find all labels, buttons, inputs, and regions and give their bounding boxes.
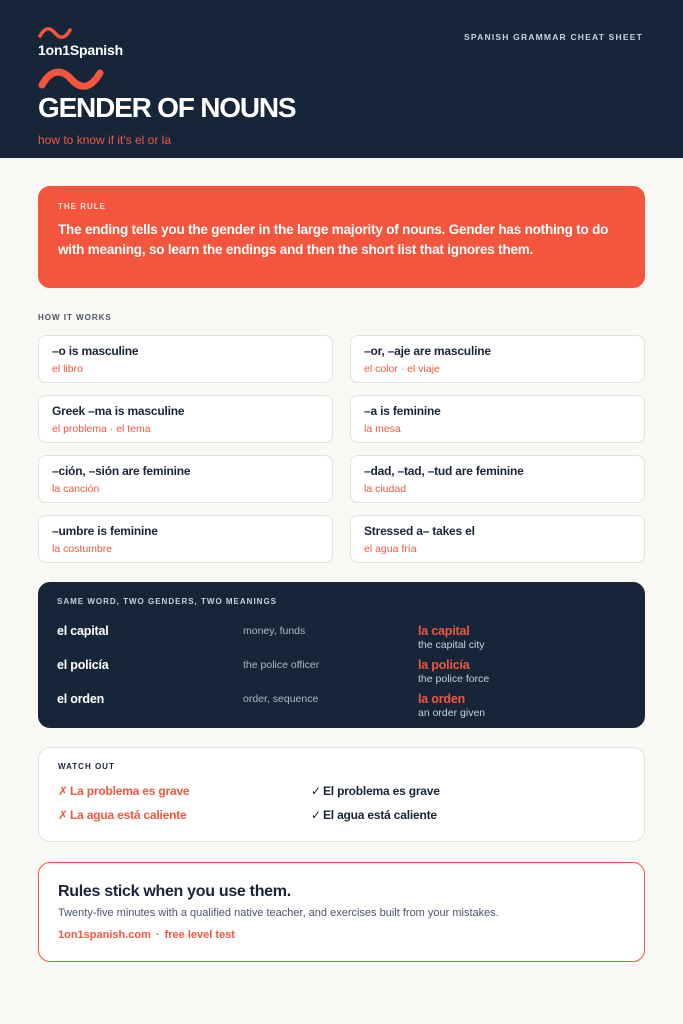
feminine-meaning: the capital city bbox=[418, 639, 485, 651]
cta-text: Twenty-five minutes with a qualified native teacher, and exercises built from your mistakes. bbox=[58, 907, 499, 919]
sheet-label: SPANISH GRAMMAR CHEAT SHEET bbox=[464, 32, 643, 42]
page-title: GENDER OF NOUNS bbox=[38, 92, 296, 123]
masculine-meaning: the police officer bbox=[243, 659, 320, 671]
rule-item-example: el agua fría bbox=[364, 543, 417, 555]
page-subtitle: how to know if it's el or la bbox=[38, 133, 172, 147]
rule-item-title: –o is masculine bbox=[52, 344, 139, 358]
masculine-word: el capital bbox=[57, 624, 109, 638]
right-example-text: El agua está caliente bbox=[323, 808, 437, 822]
how-it-works-grid bbox=[38, 335, 645, 563]
rule-text: The ending tells you the gender in the large majority of nouns. Gender has nothing to do with meaning, so learn the endings and then the short list that ignores them. bbox=[58, 222, 609, 257]
rule-item-example: el problema · el tema bbox=[52, 423, 151, 435]
rule-item-title: Stressed a– takes el bbox=[364, 524, 475, 538]
feminine-meaning: an order given bbox=[418, 707, 486, 719]
check-icon: ✓ bbox=[311, 784, 321, 798]
rule-item bbox=[350, 515, 645, 563]
rule-item-title: –umbre is feminine bbox=[52, 524, 158, 538]
wrong-example-text: La agua está caliente bbox=[70, 808, 187, 822]
right-example bbox=[311, 784, 440, 798]
header bbox=[0, 0, 683, 158]
title-wave-icon bbox=[38, 66, 104, 92]
site-link[interactable]: 1on1spanish.com bbox=[58, 929, 151, 941]
rule-label: THE RULE bbox=[58, 202, 106, 211]
rule-item-example: la mesa bbox=[364, 423, 401, 435]
masculine-word: el orden bbox=[57, 692, 105, 706]
rule-item bbox=[38, 395, 333, 443]
right-example-text: El problema es grave bbox=[323, 784, 440, 798]
feminine-meaning: the police force bbox=[418, 673, 490, 685]
rule-item-example: el color · el viaje bbox=[364, 363, 440, 375]
masculine-word: el policía bbox=[57, 658, 109, 672]
watch-out-label: WATCH OUT bbox=[58, 762, 115, 771]
rule-item-title: –or, –aje are masculine bbox=[364, 344, 491, 358]
brand-name: 1on1Spanish bbox=[38, 42, 123, 58]
level-test-link[interactable]: free level test bbox=[164, 929, 235, 941]
rule-item-title: –ción, –sión are feminine bbox=[52, 464, 191, 478]
feminine-word: la capital bbox=[418, 624, 470, 638]
rule-item bbox=[38, 335, 333, 383]
cta-title: Rules stick when you use them. bbox=[58, 883, 291, 900]
rule-item-title: –a is feminine bbox=[364, 404, 441, 418]
rule-item-example: la ciudad bbox=[364, 483, 407, 495]
rule-item bbox=[350, 335, 645, 383]
wrong-example bbox=[58, 784, 189, 798]
brand-wave-icon bbox=[38, 26, 72, 40]
rule-item-title: –dad, –tad, –tud are feminine bbox=[364, 464, 524, 478]
brand-logo[interactable] bbox=[38, 26, 123, 58]
feminine-word: la policía bbox=[418, 658, 470, 672]
wrong-example bbox=[58, 808, 187, 822]
wrong-example-text: La problema es grave bbox=[70, 784, 190, 798]
cta-card bbox=[38, 862, 645, 962]
masculine-meaning: money, funds bbox=[243, 625, 306, 637]
cross-icon: ✗ bbox=[58, 808, 68, 822]
check-icon: ✓ bbox=[311, 808, 321, 822]
rule-item bbox=[350, 455, 645, 503]
feminine-word: la orden bbox=[418, 692, 466, 706]
cta-separator: · bbox=[155, 929, 160, 941]
masculine-meaning: order, sequence bbox=[243, 693, 319, 705]
rule-item-example: la canción bbox=[52, 483, 100, 495]
cta-links bbox=[58, 929, 625, 941]
how-it-works-label: HOW IT WORKS bbox=[38, 313, 112, 322]
watch-out-card bbox=[38, 747, 645, 842]
rule-item-title: Greek –ma is masculine bbox=[52, 404, 185, 418]
rule-item bbox=[38, 515, 333, 563]
rule-item bbox=[350, 395, 645, 443]
rule-item-example: la costumbre bbox=[52, 543, 113, 555]
same-word-card bbox=[38, 582, 645, 728]
same-word-label: SAME WORD, TWO GENDERS, TWO MEANINGS bbox=[57, 597, 277, 606]
cross-icon: ✗ bbox=[58, 784, 68, 798]
right-example bbox=[311, 808, 437, 822]
rule-item bbox=[38, 455, 333, 503]
rule-card bbox=[38, 186, 645, 288]
rule-item-example: el libro bbox=[52, 363, 83, 375]
